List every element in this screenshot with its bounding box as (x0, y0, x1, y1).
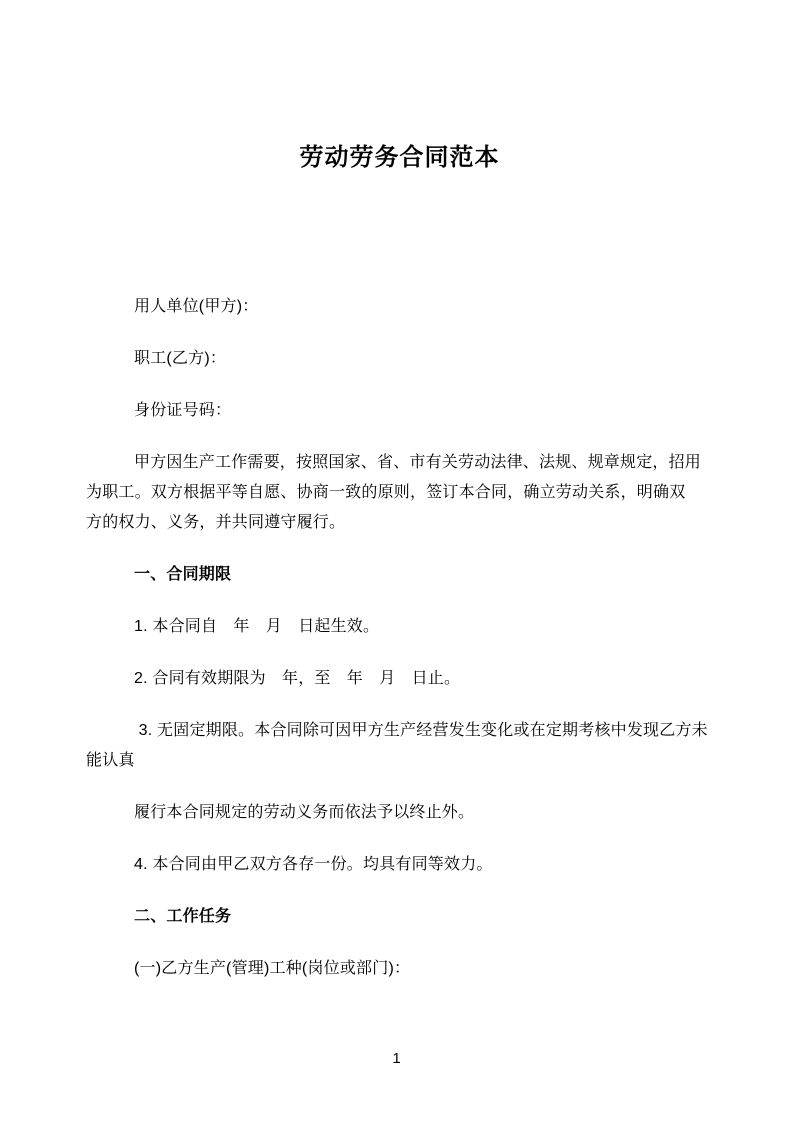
preamble-line-2: 为职工。双方根据平等自愿、协商一致的原则，签订本合同，确立劳动关系，明确双 (86, 484, 686, 501)
document-title: 劳动劳务合同范本 (299, 144, 500, 171)
section-1-clause-3-continuation: 履行本合同规定的劳动义务而依法予以终止外。 (134, 804, 475, 821)
section-1-heading: 一、合同期限 (134, 566, 232, 583)
section-1-clause-1: 1. 本合同自 年 月 日起生效。 (134, 618, 380, 635)
preamble-line-3: 方的权力、义务，并共同遵守履行。 (86, 514, 346, 531)
section-1-clause-4: 4. 本合同由甲乙双方各存一份。均具有同等效力。 (134, 856, 493, 873)
preamble-line-1: 甲方因生产工作需要，按照国家、省、市有关劳动法律、法规、规章规定，招用 (134, 454, 702, 471)
page-number: 1 (392, 1050, 401, 1067)
section-1-clause-3-line-2: 能认真 (86, 752, 135, 769)
employer-party-label: 用人单位(甲方)： (134, 298, 259, 315)
section-1-clause-2: 2. 合同有效期限为 年，至 年 月 日止。 (134, 670, 461, 687)
section-1-clause-3-line-1: 3. 无固定期限。本合同除可因甲方生产经营发生变化或在定期考核中发现乙方未 (134, 722, 708, 739)
section-2-heading: 二、工作任务 (134, 908, 232, 925)
employee-party-label: 职工(乙方)： (134, 350, 227, 367)
section-2-item-1: (一)乙方生产(管理)工种(岗位或部门)： (134, 960, 411, 977)
id-number-label: 身份证号码： (134, 402, 232, 419)
